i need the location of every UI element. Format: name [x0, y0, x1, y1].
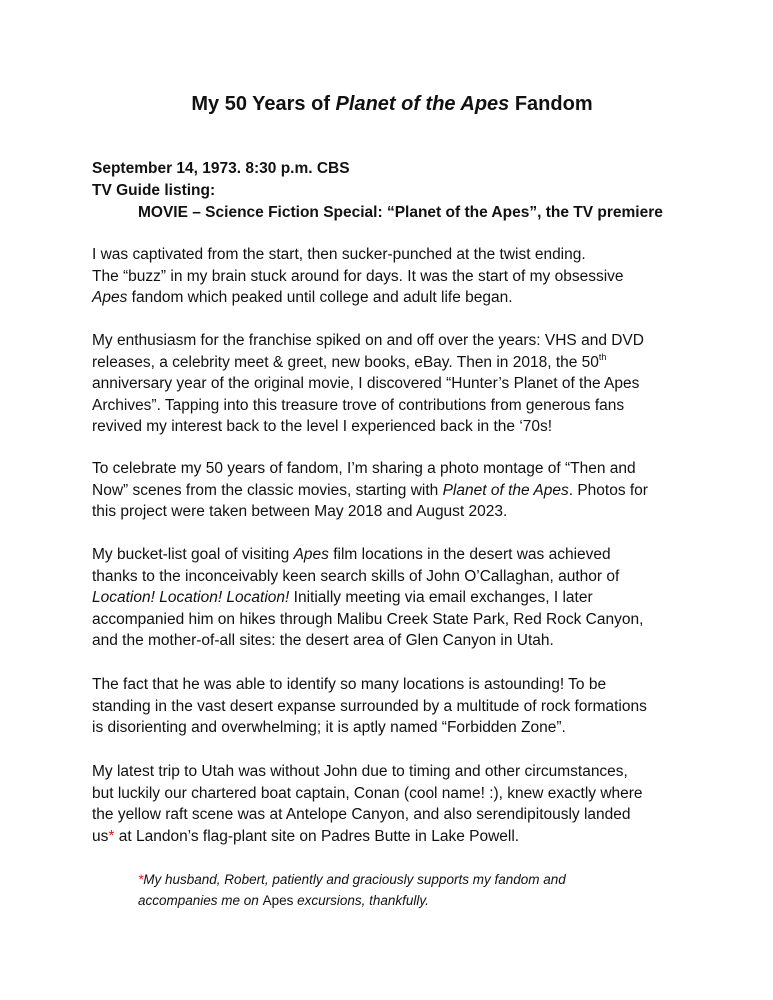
p6-line-4a: us: [92, 827, 109, 845]
p1-line-3: [92, 289, 513, 306]
p1-line-2: The “buzz” in my brain stuck around for days. It was the start of my obsessive: [92, 267, 624, 285]
footnote-apes-upright: Apes: [262, 893, 294, 908]
p3-movie-italic: Planet of the Apes: [442, 481, 569, 499]
paragraph-3: [92, 458, 692, 523]
p3-line-2: [92, 482, 648, 499]
p4-line-5: and the mother-of-all sites: the desert area of Glen Canyon in Utah.: [92, 632, 554, 649]
paragraph-4: [92, 544, 692, 652]
p1-line-3-rest: fandom which peaked until college and adult life began.: [127, 289, 513, 306]
p3-line-1: To celebrate my 50 years of fandom, I’m sharing a photo montage of “Then and: [92, 460, 636, 477]
footnote: [138, 869, 658, 911]
p6-line-2: but luckily our chartered boat captain, Conan (cool name! :), knew exactly where: [92, 784, 643, 802]
footnote-line-2b: excursions, thankfully.: [293, 893, 429, 908]
header-movie-line: MOVIE – Science Fiction Special: “Planet of the Apes”, the TV premiere: [138, 204, 663, 221]
p4-line-3b: Initially meeting via email exchanges, I later: [289, 589, 593, 606]
broadcast-header: [92, 158, 692, 224]
footnote-marker: *: [108, 827, 115, 845]
p4-line-3: [92, 589, 593, 606]
page-title: [92, 93, 692, 116]
footnote-line-2a: accompanies me on: [138, 893, 263, 908]
paragraph-2: [92, 330, 692, 438]
paragraph-1: [92, 244, 692, 309]
p1-apes-italic: Apes: [92, 289, 128, 306]
p2-line-4: Archives”. Tapping into this treasure trove of contributions from generous fans: [92, 396, 625, 414]
p3-line-2b: . Photos for: [568, 481, 648, 499]
p2-line-2: [92, 351, 607, 371]
p3-line-2a: Now” scenes from the classic movies, starting with: [92, 481, 443, 499]
p5-line-1: The fact that he was able to identify so many locations is astounding! To be: [92, 676, 607, 693]
p2-superscript: th: [598, 351, 607, 362]
title-suffix: Fandom: [509, 93, 593, 115]
p3-line-3: this project were taken between May 2018 and August 2023.: [92, 503, 508, 520]
p4-line-1a: My bucket-list goal of visiting: [92, 546, 294, 563]
p1-line-1: I was captivated from the start, then sucker-punched at the twist ending.: [92, 246, 586, 263]
title-italic: Planet of the Apes: [335, 93, 510, 115]
p5-line-3: is disorienting and overwhelming; it is aptly named “Forbidden Zone”.: [92, 719, 566, 736]
p4-apes-italic: Apes: [293, 546, 329, 563]
p6-line-4b: at Landon’s flag-plant site on Padres Butte in Lake Powell.: [114, 827, 520, 845]
p6-line-4: [92, 828, 519, 845]
p4-book-italic: Location! Location! Location!: [92, 589, 290, 606]
p2-line-5: revived my interest back to the level I experienced back in the ‘70s!: [92, 418, 553, 435]
p4-line-2: thanks to the inconceivably keen search skills of John O’Callaghan, author of: [92, 567, 620, 585]
p4-line-1: [92, 546, 611, 563]
footnote-asterisk: *: [138, 872, 144, 887]
p2-line-3: anniversary year of the original movie, I discovered “Hunter’s Planet of the Apes: [92, 375, 640, 392]
p4-line-1b: film locations in the desert was achieved: [328, 546, 611, 563]
p6-line-3: the yellow raft scene was at Antelope Canyon, and also serendipitously landed: [92, 806, 631, 823]
title-prefix: My 50 Years of: [191, 93, 336, 115]
p6-line-1: My latest trip to Utah was without John due to timing and other circumstances,: [92, 763, 628, 780]
p2-line-2-text: releases, a celebrity meet & greet, new books, eBay. Then in 2018, the 50: [92, 353, 599, 371]
footnote-line-1: My husband, Robert, patiently and graciously supports my fandom and: [143, 872, 566, 887]
paragraph-5: [92, 674, 692, 739]
p4-line-4: accompanied him on hikes through Malibu Creek State Park, Red Rock Canyon,: [92, 610, 644, 628]
p2-line-1: My enthusiasm for the franchise spiked on and off over the years: VHS and DVD: [92, 332, 644, 349]
paragraph-6: [92, 761, 692, 847]
p5-line-2: standing in the vast desert expanse surrounded by a multitude of rock formations: [92, 697, 647, 715]
header-date-line: September 14, 1973. 8:30 p.m. CBS: [92, 160, 350, 177]
header-tvguide-line: TV Guide listing:: [92, 182, 216, 199]
